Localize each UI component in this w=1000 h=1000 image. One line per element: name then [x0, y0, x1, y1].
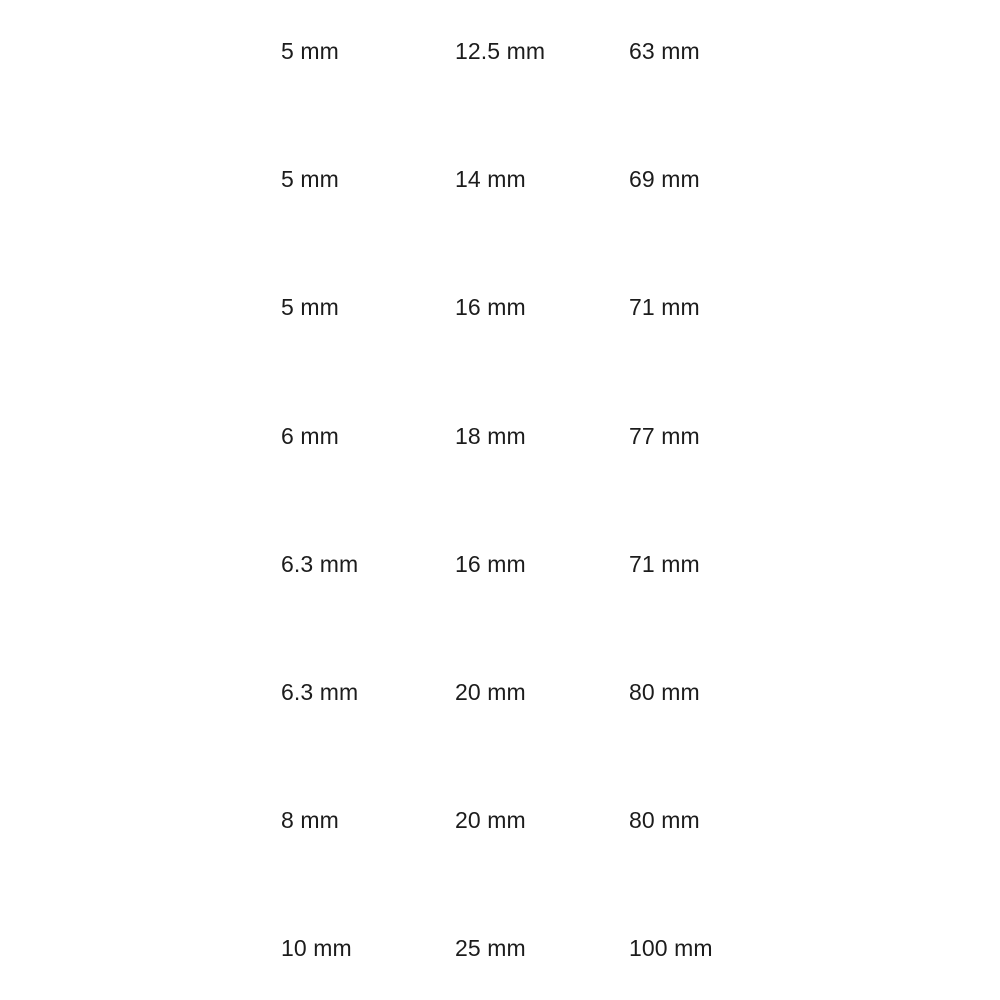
table-cell: 6 mm	[281, 422, 339, 449]
table-row	[281, 256, 741, 384]
table-cell: 5 mm	[281, 294, 339, 321]
table-cell: 80 mm	[629, 678, 700, 705]
table-cell: 25 mm	[455, 935, 526, 962]
table-cell: 71 mm	[629, 550, 700, 577]
table-cell: 6.3 mm	[281, 550, 359, 577]
table-cell: 12.5 mm	[455, 38, 546, 64]
table-cell: 18 mm	[455, 422, 526, 449]
table-row	[281, 897, 741, 1000]
table-cell: 5 mm	[281, 166, 339, 193]
table-cell: 71 mm	[629, 294, 700, 321]
dimension-table	[281, 0, 741, 1000]
table-row	[281, 769, 741, 897]
table-cell: 5 mm	[281, 38, 339, 64]
table-row	[281, 0, 741, 128]
table-cell: 16 mm	[455, 550, 526, 577]
table-cell: 69 mm	[629, 166, 700, 193]
table-cell: 77 mm	[629, 422, 700, 449]
table-row	[281, 385, 741, 513]
table-cell: 20 mm	[455, 678, 526, 705]
table-cell: 80 mm	[629, 807, 700, 834]
table-row	[281, 128, 741, 256]
table-cell: 14 mm	[455, 166, 526, 193]
table-cell: 20 mm	[455, 807, 526, 834]
table-cell: 6.3 mm	[281, 678, 359, 705]
table-row	[281, 513, 741, 641]
table-cell: 10 mm	[281, 935, 352, 962]
table-cell: 63 mm	[629, 38, 700, 64]
table-cell: 8 mm	[281, 807, 339, 834]
table-cell: 100 mm	[629, 935, 713, 962]
table-cell: 16 mm	[455, 294, 526, 321]
table-row	[281, 641, 741, 769]
